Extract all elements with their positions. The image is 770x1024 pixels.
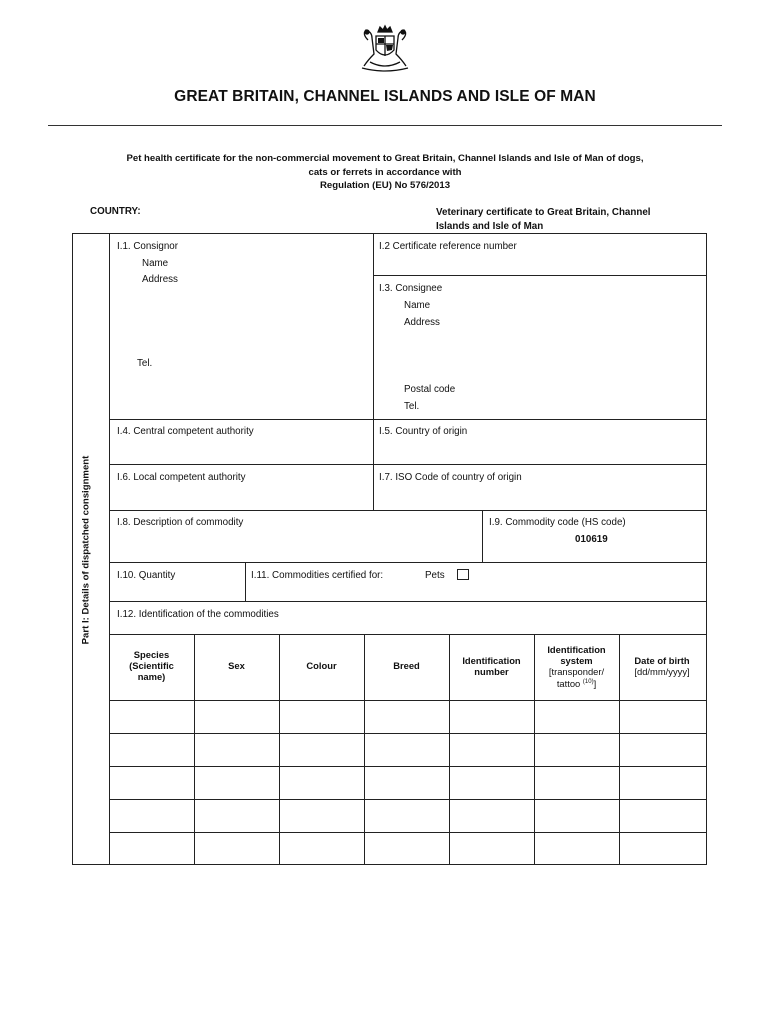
consignee-tel-field[interactable]: Tel. (404, 401, 420, 412)
divider (109, 464, 706, 465)
vet-cert-line: Islands and Isle of Man (436, 220, 544, 232)
divider (482, 510, 483, 562)
column-header-date-of-birth (619, 655, 705, 677)
table-cell-colour[interactable] (280, 701, 363, 732)
column-header-identification-number (449, 655, 534, 677)
iso-country-code-field[interactable]: I.7. ISO Code of country of origin (379, 472, 522, 483)
table-cell-sex[interactable] (195, 833, 278, 863)
subtitle-line: Pet health certificate for the non-commercial movement to Great Britain, Channel Islands and Isle of Man of dogs, (126, 153, 644, 164)
divider (373, 275, 706, 276)
header-line: Identification (547, 644, 606, 655)
header-line: (Scientific (129, 660, 174, 671)
table-cell-sex[interactable] (195, 767, 278, 798)
table-cell-breed[interactable] (365, 800, 448, 831)
consignor-label: I.1. Consignor (117, 241, 178, 252)
central-competent-authority-field[interactable]: I.4. Central competent authority (117, 426, 254, 437)
table-cell-identification-system[interactable] (535, 833, 618, 863)
country-label: COUNTRY: (90, 206, 141, 217)
table-cell-identification-number[interactable] (450, 701, 533, 732)
header-divider (48, 125, 722, 126)
column-header-colour: Colour (306, 660, 337, 671)
footnote-ref: (10) (582, 679, 594, 685)
column-header-sex: Sex (228, 660, 245, 671)
header-line (534, 677, 619, 689)
table-cell-date-of-birth[interactable] (620, 734, 704, 765)
local-competent-authority-field[interactable]: I.6. Local competent authority (117, 472, 246, 483)
country-of-origin-field[interactable]: I.5. Country of origin (379, 426, 468, 437)
table-cell-identification-system[interactable] (535, 734, 618, 765)
consignee-name-field[interactable]: Name (404, 300, 431, 311)
header-line: [dd/mm/yyyy] (634, 666, 690, 677)
table-cell-species[interactable] (110, 734, 193, 765)
table-cell-sex[interactable] (195, 701, 278, 732)
table-cell-identification-system[interactable] (535, 800, 618, 831)
column-header-species (109, 649, 194, 682)
divider (109, 562, 706, 563)
consignor-address-field[interactable]: Address (142, 274, 178, 285)
divider (245, 562, 246, 601)
table-cell-identification-system[interactable] (535, 767, 618, 798)
commodity-code-value: 010619 (575, 534, 608, 545)
table-cell-colour[interactable] (280, 800, 363, 831)
table-cell-identification-number[interactable] (450, 767, 533, 798)
pets-checkbox[interactable] (457, 569, 469, 580)
bracket-text: ] (593, 678, 597, 690)
header-line: Species (133, 649, 170, 660)
quantity-field[interactable]: I.10. Quantity (117, 570, 176, 581)
consignor-tel-field[interactable]: Tel. (137, 358, 153, 369)
table-cell-species[interactable] (110, 833, 193, 863)
header-line: system (560, 655, 593, 666)
table-cell-breed[interactable] (365, 767, 448, 798)
consignee-label: I.3. Consignee (379, 283, 443, 294)
table-cell-identification-number[interactable] (450, 833, 533, 863)
veterinary-certificate-heading (436, 206, 706, 233)
table-cell-date-of-birth[interactable] (620, 701, 704, 732)
subtitle-line: Regulation (EU) No 576/2013 (319, 180, 451, 191)
royal-coat-of-arms-icon (354, 24, 416, 74)
column-header-breed: Breed (393, 660, 420, 671)
table-cell-species[interactable] (110, 800, 193, 831)
consignor-name-field[interactable]: Name (142, 258, 169, 269)
table-cell-breed[interactable] (365, 734, 448, 765)
divider (109, 510, 706, 511)
table-cell-breed[interactable] (365, 701, 448, 732)
certificate-reference-field[interactable]: I.2 Certificate reference number (379, 241, 517, 252)
header-line: [transponder/ (548, 666, 605, 677)
vet-cert-line: Veterinary certificate to Great Britain, Channel (436, 207, 651, 218)
header-line: number (474, 666, 509, 677)
header-line: name) (137, 671, 166, 682)
table-cell-colour[interactable] (280, 767, 363, 798)
table-cell-date-of-birth[interactable] (620, 800, 704, 831)
column-header-identification-system (534, 644, 619, 689)
page-title: GREAT BRITAIN, CHANNEL ISLANDS AND ISLE OF MAN (174, 88, 596, 105)
table-cell-species[interactable] (110, 701, 193, 732)
tattoo-text: tattoo (556, 678, 581, 690)
table-cell-identification-system[interactable] (535, 701, 618, 732)
identification-label: I.12. Identification of the commodities (117, 609, 279, 620)
header-line: Date of birth (634, 655, 690, 666)
description-of-commodity-field[interactable]: I.8. Description of commodity (117, 517, 244, 528)
subtitle-line: cats or ferrets in accordance with (308, 166, 462, 178)
table-cell-sex[interactable] (195, 734, 278, 765)
pets-label: Pets (425, 570, 445, 581)
certificate-subtitle (60, 152, 710, 193)
table-cell-date-of-birth[interactable] (620, 833, 704, 863)
table-cell-colour[interactable] (280, 734, 363, 765)
consignee-postal-code-field[interactable]: Postal code (404, 384, 456, 395)
divider (109, 601, 706, 602)
consignee-address-field[interactable]: Address (404, 317, 440, 328)
divider (109, 634, 706, 635)
part1-side-label: Part I: Details of dispatched consignment (80, 455, 92, 645)
header-line: Identification (462, 655, 521, 666)
table-cell-breed[interactable] (365, 833, 448, 863)
table-cell-identification-number[interactable] (450, 734, 533, 765)
table-cell-colour[interactable] (280, 833, 363, 863)
table-cell-identification-number[interactable] (450, 800, 533, 831)
table-cell-sex[interactable] (195, 800, 278, 831)
table-cell-date-of-birth[interactable] (620, 767, 704, 798)
commodities-certified-label: I.11. Commodities certified for: (251, 570, 384, 581)
commodity-code-label: I.9. Commodity code (HS code) (489, 517, 626, 528)
table-cell-species[interactable] (110, 767, 193, 798)
divider (109, 419, 706, 420)
